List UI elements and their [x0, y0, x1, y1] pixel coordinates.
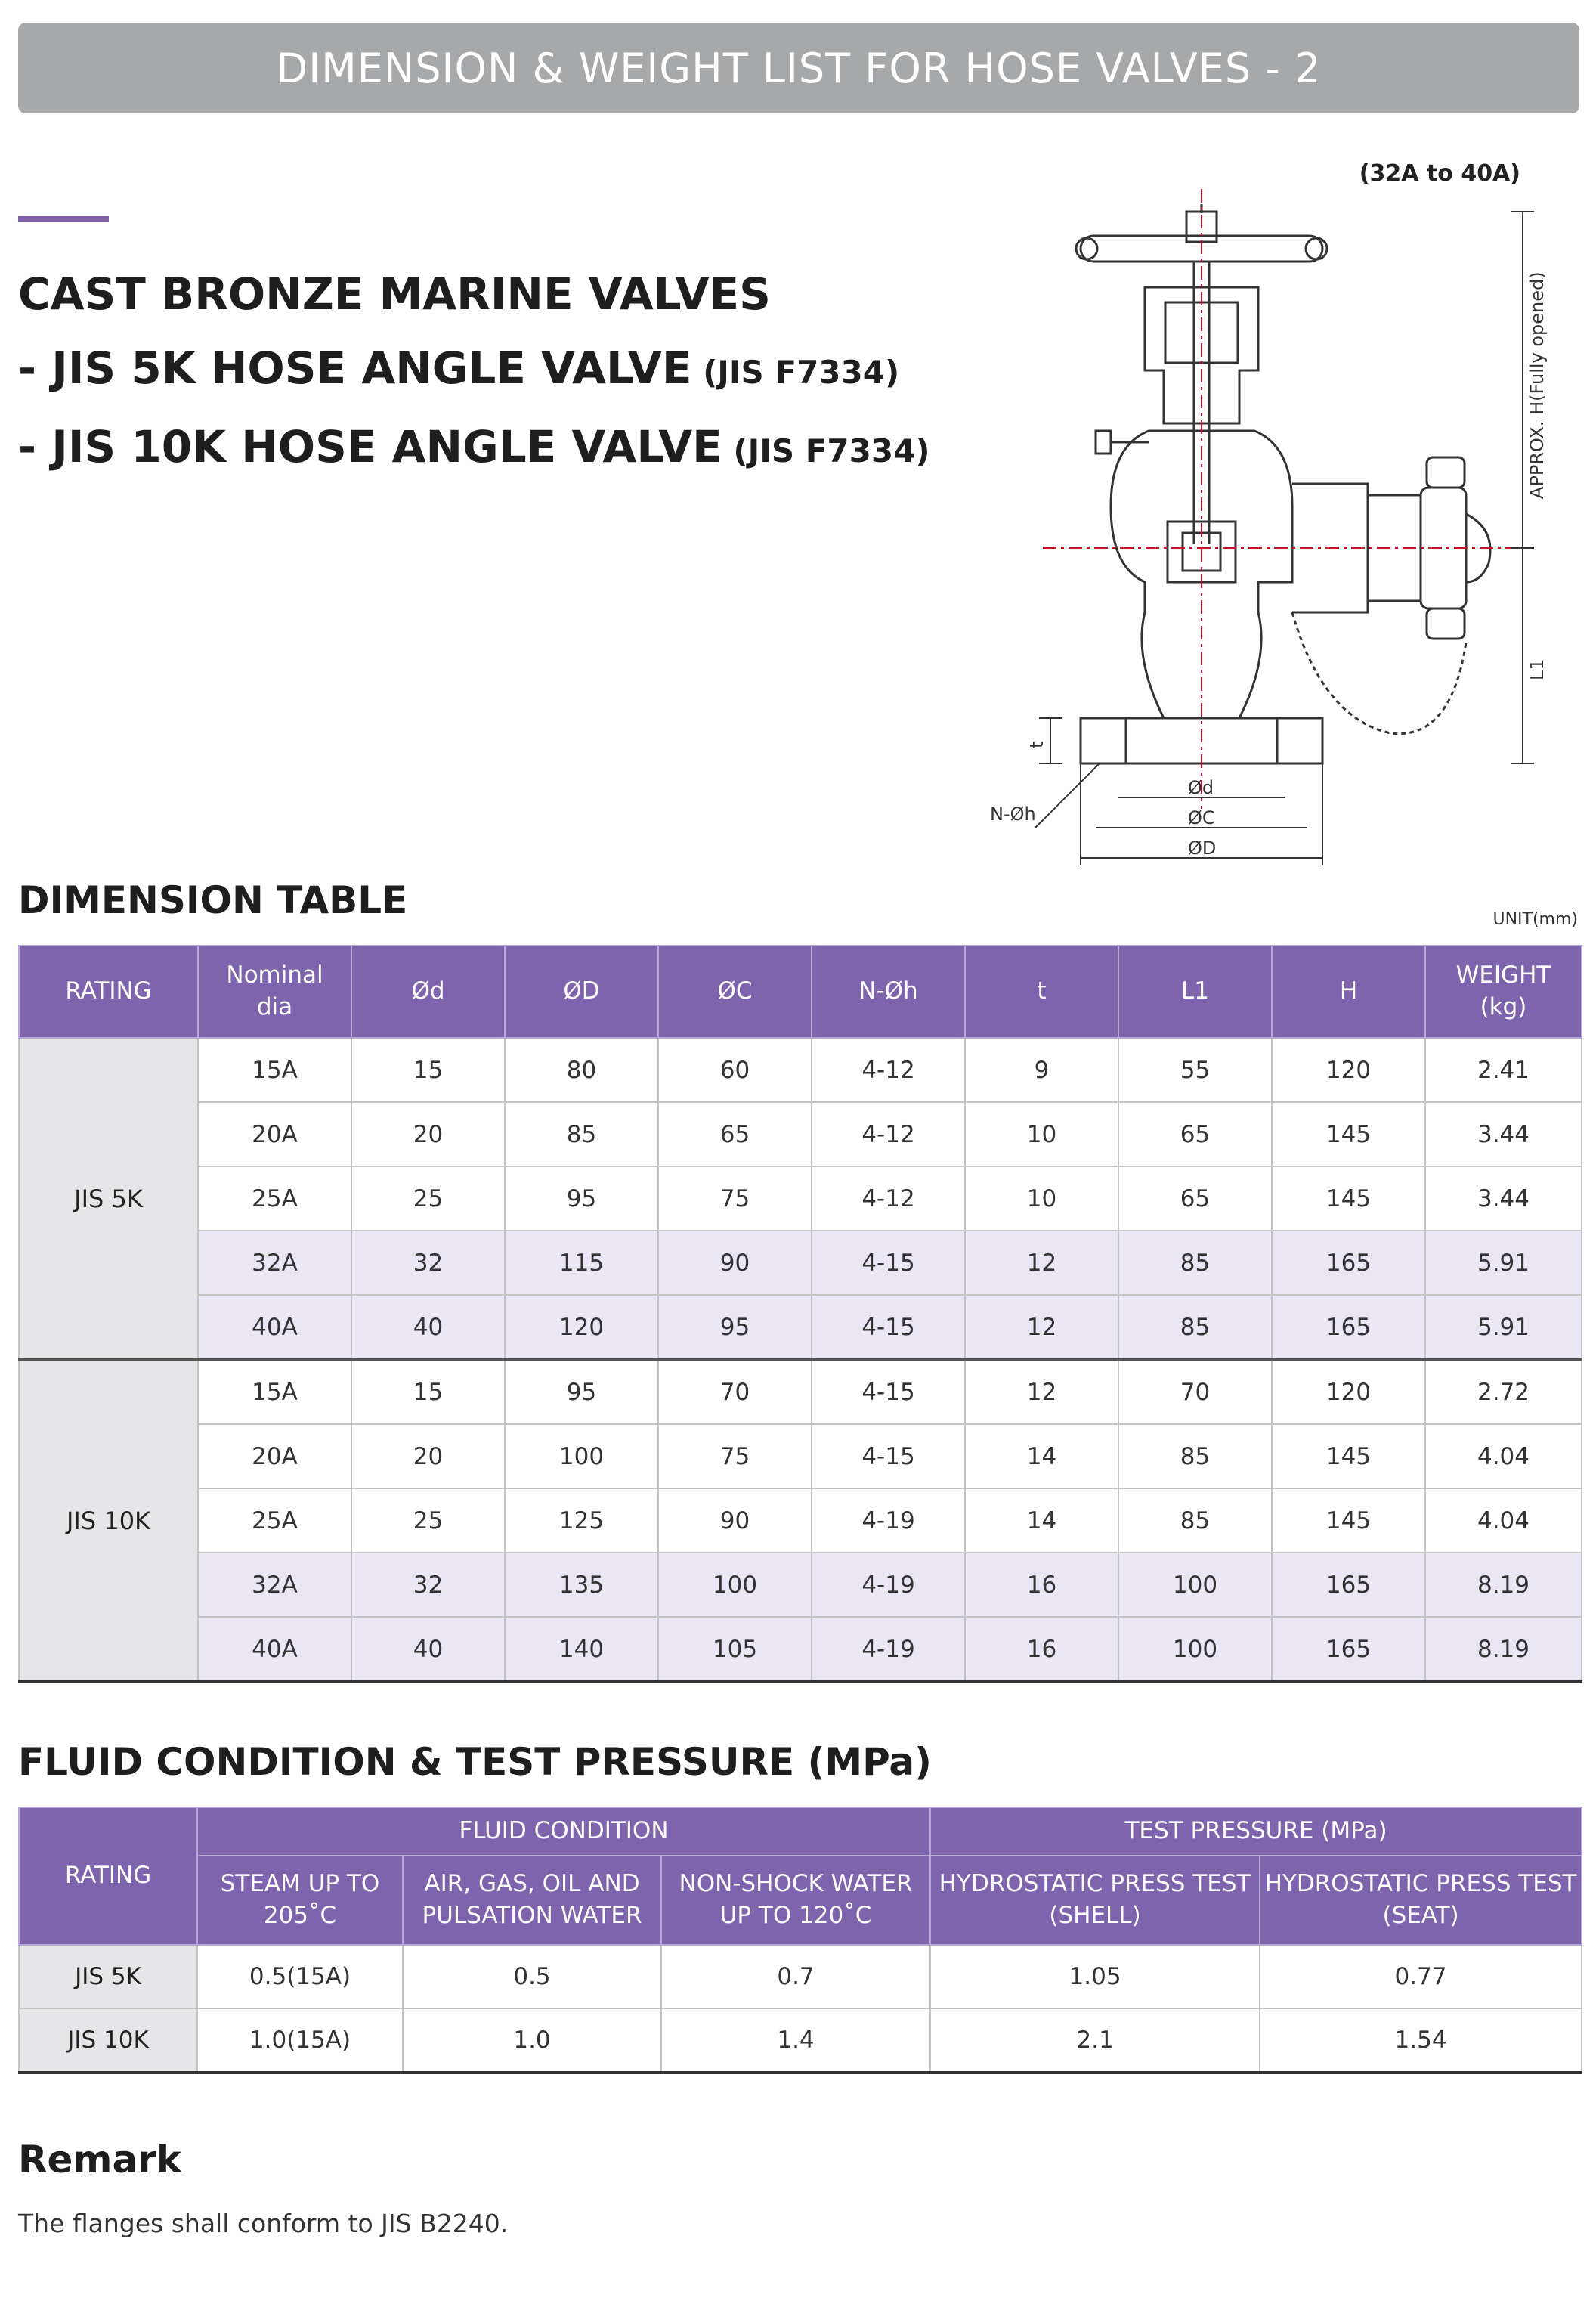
table-row — [19, 1945, 1582, 2008]
cell-od-big: 95 — [505, 1166, 658, 1231]
cell-seat-test: 1.54 — [1260, 2008, 1582, 2073]
heading-line-3 — [18, 410, 930, 488]
heading-line-2-main: - JIS 5K HOSE ANGLE VALVE — [18, 342, 692, 394]
header-weight: WEIGHT (kg) — [1425, 946, 1582, 1038]
cell-t: 9 — [965, 1038, 1118, 1102]
dimension-header-row — [19, 946, 1582, 1038]
table-row — [19, 1038, 1582, 1102]
fluid-header-rating: RATING — [19, 1807, 197, 1945]
cell-n-oh: 4-12 — [812, 1166, 965, 1231]
cell-od-big: 140 — [505, 1617, 658, 1682]
fluid-group-header-row — [19, 1807, 1582, 1856]
cell-od-small: 25 — [351, 1166, 505, 1231]
table-row — [19, 1102, 1582, 1166]
cell-steam: 0.5(15A) — [197, 1945, 403, 2008]
cell-od-small: 40 — [351, 1617, 505, 1682]
cell-t: 14 — [965, 1488, 1118, 1553]
fluid-condition-table — [18, 1807, 1582, 2074]
cell-t: 16 — [965, 1617, 1118, 1682]
page-banner — [18, 23, 1579, 113]
cell-od-small: 32 — [351, 1553, 505, 1617]
cell-l1: 85 — [1118, 1488, 1272, 1553]
cell-od-big: 135 — [505, 1553, 658, 1617]
table-row — [19, 1617, 1582, 1682]
table-row — [19, 2008, 1582, 2073]
cell-od-big: 125 — [505, 1488, 658, 1553]
table-row — [19, 1360, 1582, 1425]
heading-line-1: CAST BRONZE MARINE VALVES — [18, 268, 771, 320]
cell-shell-test: 1.05 — [930, 1945, 1260, 2008]
cell-t: 12 — [965, 1360, 1118, 1425]
cell-non-shock-water: 1.4 — [661, 2008, 930, 2073]
cell-l1: 65 — [1118, 1166, 1272, 1231]
cell-od-big: 80 — [505, 1038, 658, 1102]
cell-nominal: 15A — [198, 1038, 351, 1102]
unit-label: UNIT(mm) — [1492, 910, 1578, 929]
cell-h: 165 — [1272, 1231, 1425, 1295]
label-od-small: Ød — [1188, 777, 1214, 798]
fluid-header-steam: STEAM UP TO 205˚C — [197, 1856, 403, 1945]
cell-nominal: 32A — [198, 1553, 351, 1617]
cell-weight: 2.72 — [1425, 1360, 1582, 1425]
cell-nominal: 40A — [198, 1617, 351, 1682]
cell-h: 145 — [1272, 1166, 1425, 1231]
header-od-small: Ød — [351, 946, 505, 1038]
cell-weight: 8.19 — [1425, 1617, 1582, 1682]
remark-text: The flanges shall conform to JIS B2240. — [18, 2209, 509, 2238]
cell-n-oh: 4-15 — [812, 1295, 965, 1360]
label-od-big: ØD — [1188, 838, 1217, 859]
rating-cell: JIS 10K — [19, 1360, 198, 1683]
cell-od-small: 20 — [351, 1424, 505, 1488]
fluid-header-non-shock-water: NON-SHOCK WATER UP TO 120˚C — [661, 1856, 930, 1945]
cell-h: 165 — [1272, 1553, 1425, 1617]
cell-seat-test: 0.77 — [1260, 1945, 1582, 2008]
cell-t: 16 — [965, 1553, 1118, 1617]
cell-h: 165 — [1272, 1295, 1425, 1360]
header-t: t — [965, 946, 1118, 1038]
header-l1: L1 — [1118, 946, 1272, 1038]
cell-h: 145 — [1272, 1424, 1425, 1488]
cell-h: 145 — [1272, 1102, 1425, 1166]
cell-t: 14 — [965, 1424, 1118, 1488]
cell-n-oh: 4-12 — [812, 1102, 965, 1166]
heading-line-3-standard: (JIS F7334) — [722, 432, 930, 469]
cell-nominal: 25A — [198, 1488, 351, 1553]
cell-weight: 8.19 — [1425, 1553, 1582, 1617]
cell-t: 12 — [965, 1295, 1118, 1360]
table-row — [19, 1553, 1582, 1617]
valve-drawing — [967, 189, 1548, 869]
cell-od-big: 100 — [505, 1424, 658, 1488]
label-n-oh: N-Øh — [990, 803, 1036, 825]
fluid-table-title: FLUID CONDITION & TEST PRESSURE (MPa) — [18, 1740, 933, 1784]
cell-od-small: 32 — [351, 1231, 505, 1295]
cell-od-small: 20 — [351, 1102, 505, 1166]
cell-l1: 85 — [1118, 1295, 1272, 1360]
rating-cell: JIS 5K — [19, 1945, 197, 2008]
cell-oc: 60 — [658, 1038, 812, 1102]
cell-oc: 100 — [658, 1553, 812, 1617]
cell-l1: 85 — [1118, 1231, 1272, 1295]
cell-l1: 85 — [1118, 1424, 1272, 1488]
cell-oc: 90 — [658, 1231, 812, 1295]
cell-od-big: 95 — [505, 1360, 658, 1425]
cell-h: 165 — [1272, 1617, 1425, 1682]
cell-od-big: 120 — [505, 1295, 658, 1360]
cell-n-oh: 4-19 — [812, 1488, 965, 1553]
cell-weight: 5.91 — [1425, 1231, 1582, 1295]
cell-h: 120 — [1272, 1360, 1425, 1425]
fluid-sub-header-row — [19, 1856, 1582, 1945]
cell-n-oh: 4-15 — [812, 1424, 965, 1488]
cell-t: 10 — [965, 1166, 1118, 1231]
table-row — [19, 1231, 1582, 1295]
cell-oc: 65 — [658, 1102, 812, 1166]
cell-od-small: 15 — [351, 1038, 505, 1102]
fluid-header-fluid-condition: FLUID CONDITION — [197, 1807, 930, 1856]
cell-air-gas-oil: 0.5 — [403, 1945, 661, 2008]
product-heading — [18, 257, 930, 488]
heading-line-3-main: - JIS 10K HOSE ANGLE VALVE — [18, 421, 722, 472]
cell-n-oh: 4-19 — [812, 1617, 965, 1682]
cell-steam: 1.0(15A) — [197, 2008, 403, 2073]
heading-line-2 — [18, 331, 930, 410]
header-oc: ØC — [658, 946, 812, 1038]
cell-od-small: 25 — [351, 1488, 505, 1553]
fluid-header-test-pressure: TEST PRESSURE (MPa) — [930, 1807, 1582, 1856]
cell-t: 10 — [965, 1102, 1118, 1166]
cap-chain — [1292, 612, 1466, 734]
cell-weight: 3.44 — [1425, 1102, 1582, 1166]
cell-weight: 4.04 — [1425, 1424, 1582, 1488]
fluid-header-air-gas-oil: AIR, GAS, OIL AND PULSATION WATER — [403, 1856, 661, 1945]
accent-bar — [18, 216, 109, 222]
cell-l1: 100 — [1118, 1617, 1272, 1682]
cell-oc: 90 — [658, 1488, 812, 1553]
cell-n-oh: 4-19 — [812, 1553, 965, 1617]
cell-shell-test: 2.1 — [930, 2008, 1260, 2073]
cell-h: 120 — [1272, 1038, 1425, 1102]
fluid-header-seat-test: HYDROSTATIC PRESS TEST (SEAT) — [1260, 1856, 1582, 1945]
cell-l1: 65 — [1118, 1102, 1272, 1166]
remark-title: Remark — [18, 2138, 182, 2181]
cell-od-big: 85 — [505, 1102, 658, 1166]
cell-l1: 55 — [1118, 1038, 1272, 1102]
cell-nominal: 32A — [198, 1231, 351, 1295]
label-approx-h: APPROX. H(Fully opened) — [1526, 271, 1548, 499]
header-rating: RATING — [19, 946, 198, 1038]
cell-l1: 70 — [1118, 1360, 1272, 1425]
fluid-header-shell-test: HYDROSTATIC PRESS TEST (SHELL) — [930, 1856, 1260, 1945]
cell-n-oh: 4-15 — [812, 1231, 965, 1295]
cell-nominal: 15A — [198, 1360, 351, 1425]
table-row — [19, 1166, 1582, 1231]
cell-oc: 75 — [658, 1166, 812, 1231]
table-row — [19, 1424, 1582, 1488]
diagram-size-range: (32A to 40A) — [1359, 160, 1520, 187]
cell-weight: 3.44 — [1425, 1166, 1582, 1231]
cell-od-small: 15 — [351, 1360, 505, 1425]
header-nominal: Nominal dia — [198, 946, 351, 1038]
dimension-table-title: DIMENSION TABLE — [18, 878, 408, 922]
banner-title: DIMENSION & WEIGHT LIST FOR HOSE VALVES - 2 — [276, 44, 1322, 92]
label-oc: ØC — [1188, 807, 1215, 828]
cell-nominal: 20A — [198, 1424, 351, 1488]
label-l1: L1 — [1526, 658, 1548, 680]
cell-h: 145 — [1272, 1488, 1425, 1553]
header-od-big: ØD — [505, 946, 658, 1038]
cell-nominal: 40A — [198, 1295, 351, 1360]
cell-weight: 2.41 — [1425, 1038, 1582, 1102]
cell-n-oh: 4-12 — [812, 1038, 965, 1102]
label-t: t — [1026, 741, 1047, 748]
cell-nominal: 20A — [198, 1102, 351, 1166]
cell-air-gas-oil: 1.0 — [403, 2008, 661, 2073]
cell-od-big: 115 — [505, 1231, 658, 1295]
table-row — [19, 1295, 1582, 1360]
heading-line-2-standard: (JIS F7334) — [691, 354, 900, 391]
cell-oc: 75 — [658, 1424, 812, 1488]
cell-oc: 95 — [658, 1295, 812, 1360]
rating-cell: JIS 5K — [19, 1038, 198, 1360]
dimension-table — [18, 945, 1582, 1683]
cell-oc: 105 — [658, 1617, 812, 1682]
cell-t: 12 — [965, 1231, 1118, 1295]
cell-od-small: 40 — [351, 1295, 505, 1360]
cell-n-oh: 4-15 — [812, 1360, 965, 1425]
header-h: H — [1272, 946, 1425, 1038]
cell-l1: 100 — [1118, 1553, 1272, 1617]
cell-oc: 70 — [658, 1360, 812, 1425]
cell-non-shock-water: 0.7 — [661, 1945, 930, 2008]
cell-weight: 4.04 — [1425, 1488, 1582, 1553]
cell-weight: 5.91 — [1425, 1295, 1582, 1360]
rating-cell: JIS 10K — [19, 2008, 197, 2073]
table-row — [19, 1488, 1582, 1553]
cell-nominal: 25A — [198, 1166, 351, 1231]
header-n-oh: N-Øh — [812, 946, 965, 1038]
